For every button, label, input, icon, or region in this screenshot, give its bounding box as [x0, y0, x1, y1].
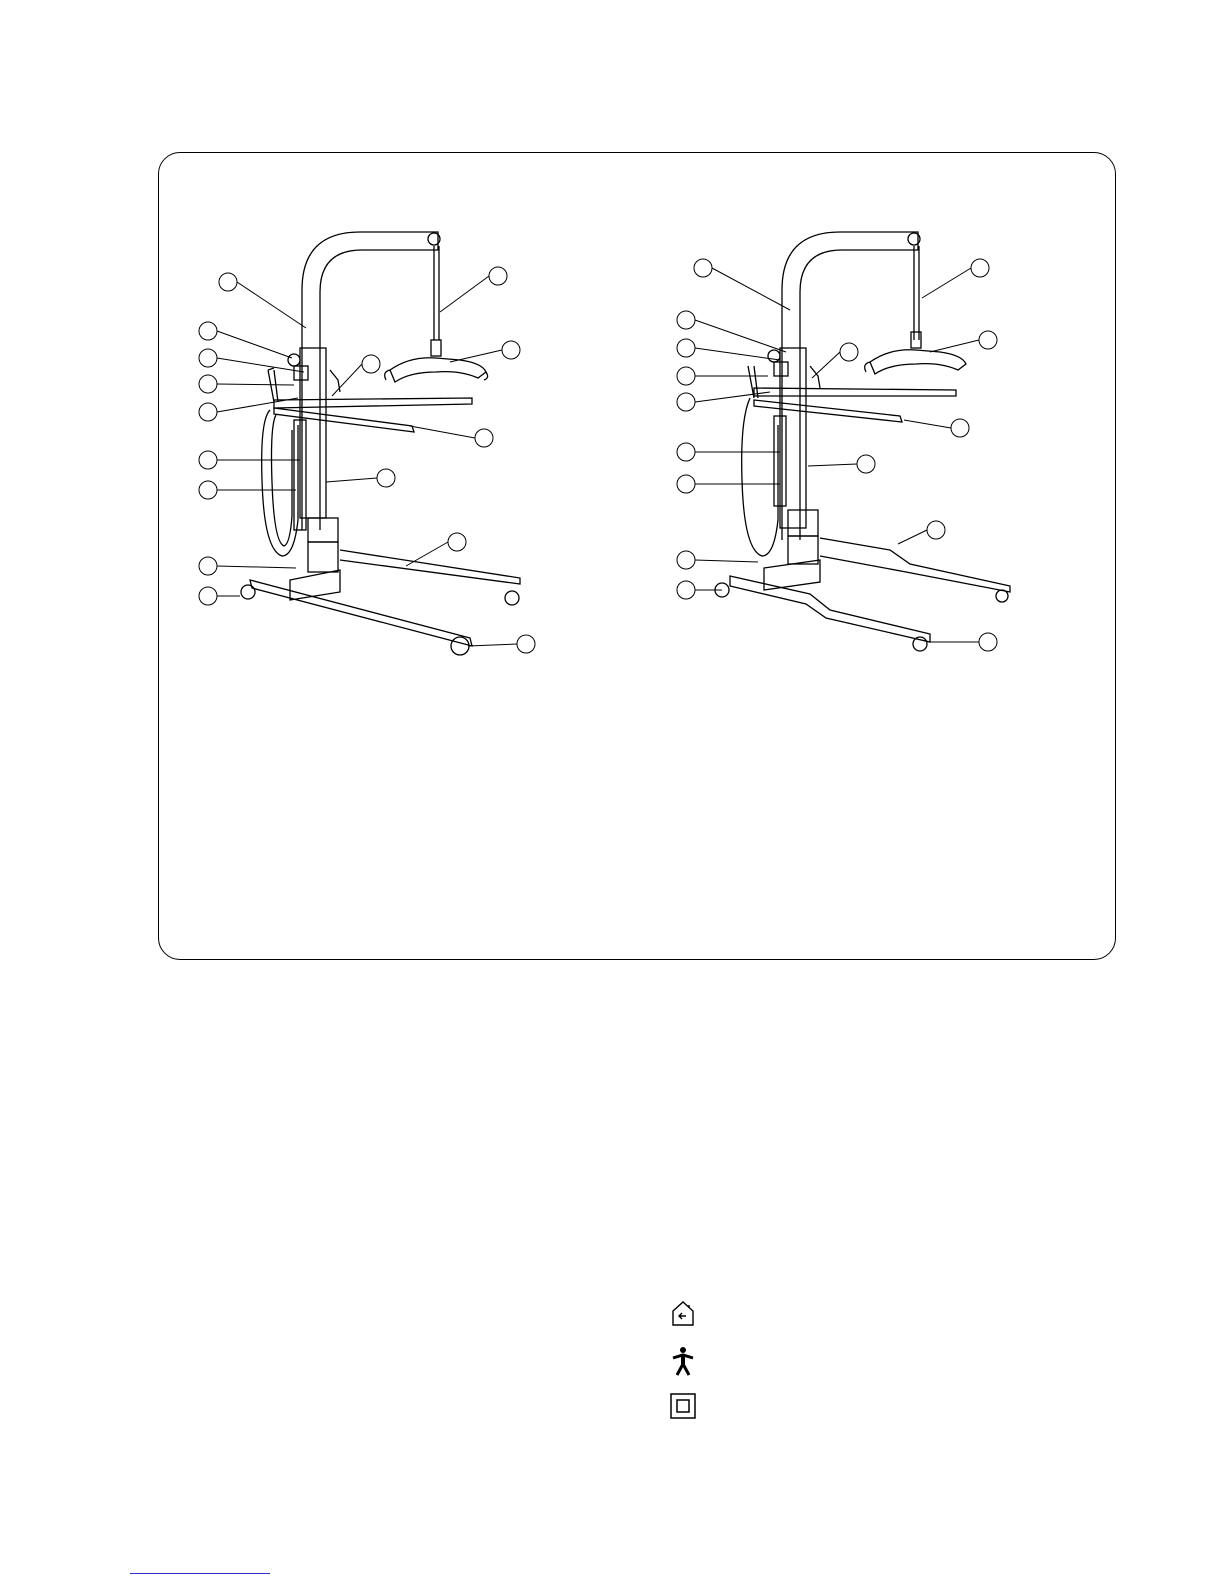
callout-circle	[475, 429, 493, 447]
callout-leader-line	[695, 560, 758, 562]
callout-circle	[199, 403, 217, 421]
callout-circle	[927, 521, 945, 539]
callout-leader-line	[440, 276, 489, 312]
callout-circle	[979, 633, 997, 651]
type-b-applied-part-icon	[669, 1346, 697, 1376]
callout-circle	[199, 481, 217, 499]
callout-leader-line	[217, 384, 294, 385]
callout-circle	[840, 343, 858, 361]
callout-leader-line	[695, 392, 770, 402]
callout-circle	[677, 311, 695, 329]
callout-leader-line	[217, 566, 296, 568]
callout-leader-line	[808, 464, 857, 466]
callout-leader-line	[712, 268, 790, 310]
callout-leader-line	[695, 320, 786, 352]
callout-circle	[377, 469, 395, 487]
callout-leader-line	[930, 340, 979, 352]
callout-circle	[517, 635, 535, 653]
callout-leader-line	[217, 358, 304, 372]
callout-circle	[677, 339, 695, 357]
callout-circle	[502, 341, 520, 359]
callout-circle	[951, 419, 969, 437]
callout-leader-line	[812, 352, 840, 378]
callout-circle	[971, 259, 989, 277]
callout-leader-line	[922, 268, 971, 298]
callout-circle	[199, 557, 217, 575]
callout-leader-line	[237, 282, 306, 328]
callout-circle	[677, 581, 695, 599]
callout-circle	[857, 455, 875, 473]
callout-circle	[448, 533, 466, 551]
callout-circle	[199, 349, 217, 367]
callout-circle	[694, 259, 712, 277]
callout-leader-line	[217, 398, 298, 412]
callout-circle	[677, 393, 695, 411]
callout-leader-line	[406, 542, 448, 566]
callout-circle	[677, 367, 695, 385]
callout-circle	[489, 267, 507, 285]
callout-circle	[979, 331, 997, 349]
callout-circle	[199, 375, 217, 393]
callout-leader-line	[332, 364, 362, 396]
callout-circle	[199, 587, 217, 605]
callout-leader-line	[695, 348, 780, 360]
callout-circle	[362, 355, 380, 373]
callout-circle	[677, 475, 695, 493]
callout-leader-line	[898, 530, 927, 544]
class-ii-equipment-icon	[669, 1390, 697, 1420]
home-use-icon	[669, 1298, 697, 1328]
callout-leader-line	[904, 420, 951, 428]
footer-link-underline[interactable]	[130, 1573, 270, 1574]
callout-leader-line	[410, 426, 475, 438]
callout-circle	[219, 273, 237, 291]
callout-leader-line	[468, 644, 517, 646]
callout-circle	[677, 443, 695, 461]
callout-circle	[677, 551, 695, 569]
callout-leader-line	[326, 478, 377, 482]
callout-circle	[199, 322, 217, 340]
callout-leader-line	[217, 331, 292, 358]
callout-leader-line	[450, 350, 502, 362]
callout-circle	[199, 451, 217, 469]
